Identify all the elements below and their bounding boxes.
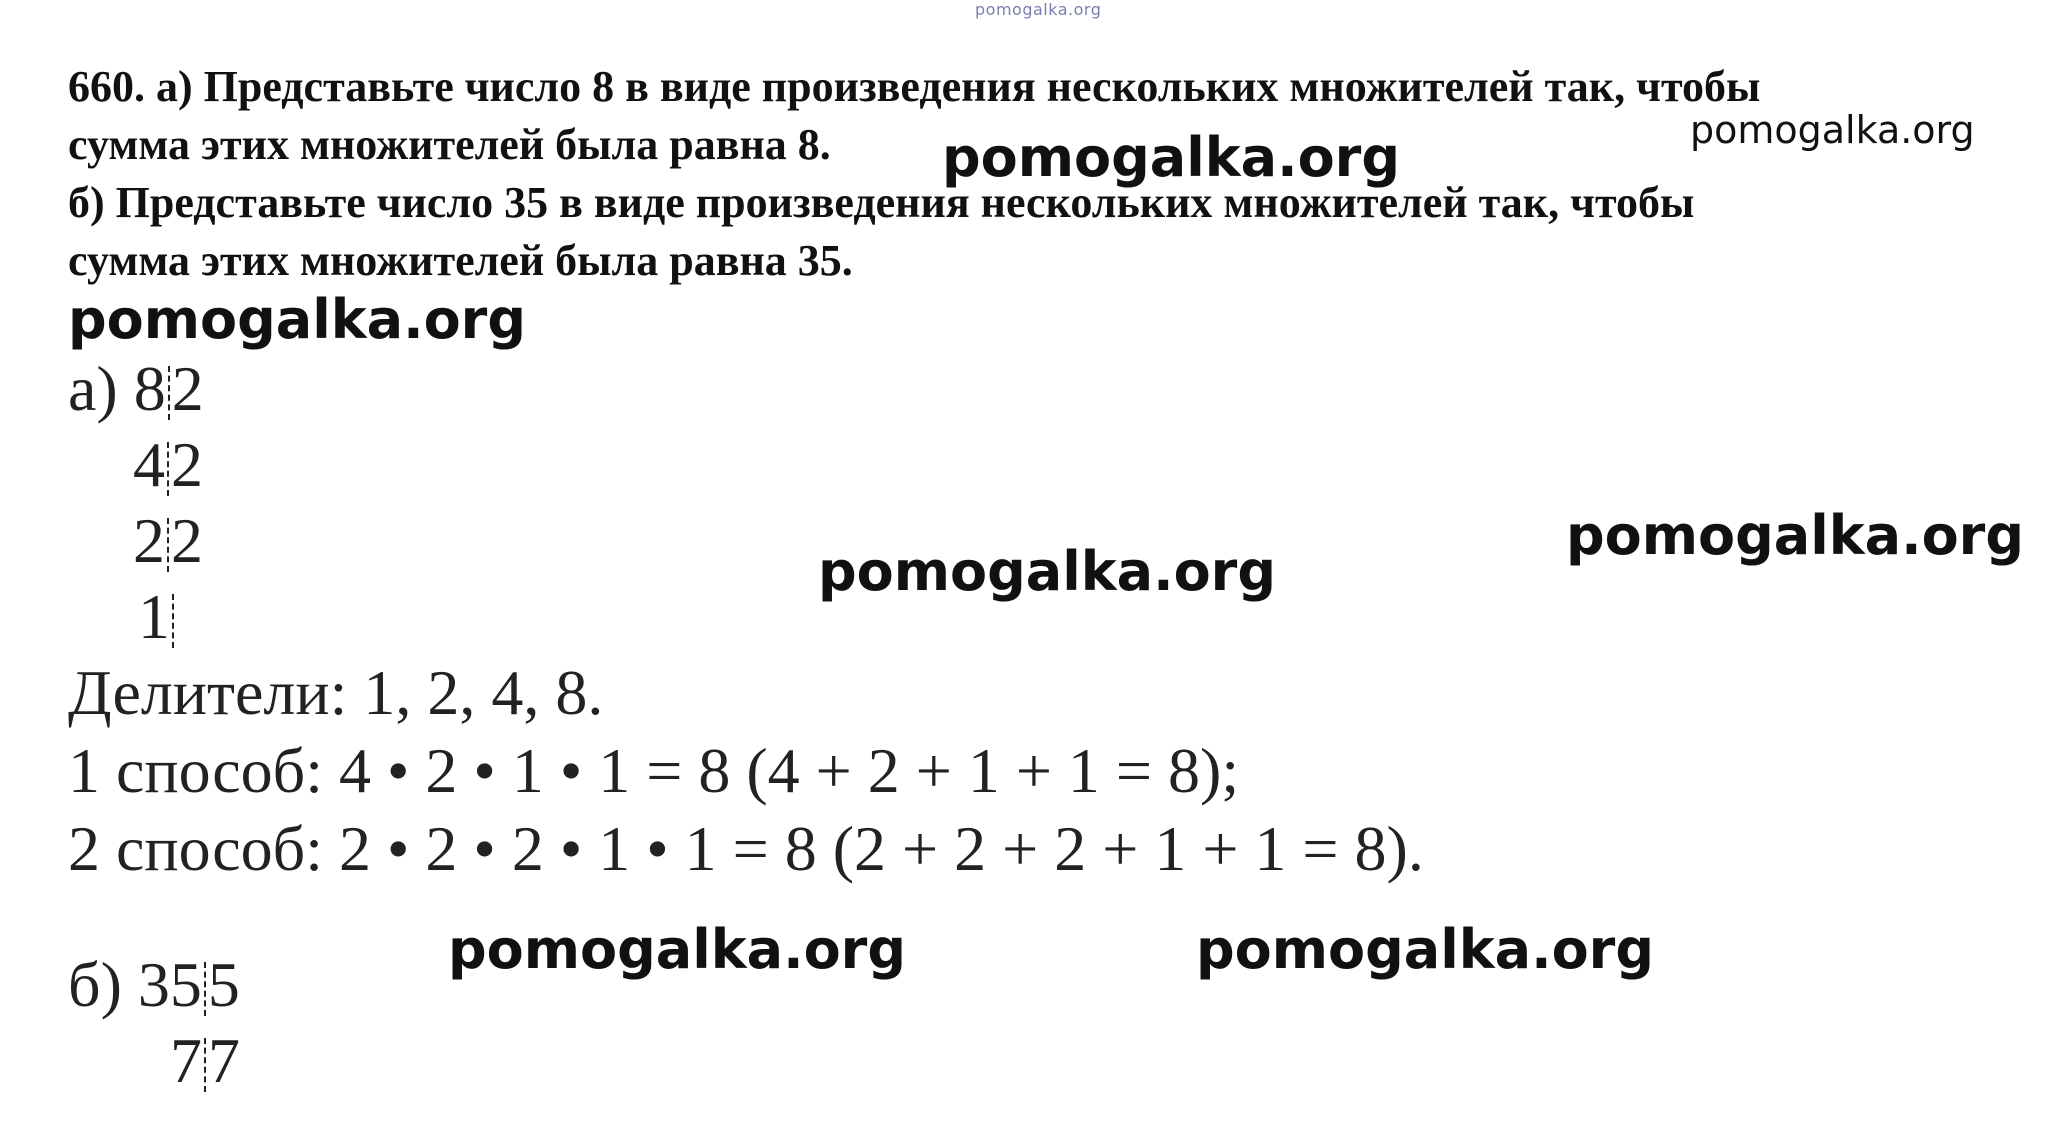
task-line-2: сумма этих множителей была равна 8.: [68, 120, 831, 169]
factor-dividend: 8: [133, 353, 166, 424]
watermark-bottom-right: pomogalka.org: [1196, 918, 1654, 981]
division-bar: [167, 518, 169, 572]
division-bar: [168, 366, 170, 420]
factor-dividend: 35: [137, 949, 202, 1020]
part-b-row-1: [68, 948, 240, 1022]
task-line-4: сумма этих множителей была равна 35.: [68, 236, 853, 285]
part-a-row-3: [133, 504, 203, 578]
watermark-right: pomogalka.org: [1566, 504, 2024, 567]
division-bar: [172, 594, 174, 648]
division-bar: [204, 1038, 206, 1092]
division-bar: [167, 442, 169, 496]
watermark-top-right: pomogalka.org: [1690, 108, 1975, 152]
part-b-row-2: [170, 1024, 240, 1098]
factor-dividend: 7: [170, 1025, 202, 1096]
factor-divisor: 2: [171, 429, 203, 500]
source-credit: pomogalka.org: [975, 0, 1102, 19]
watermark-top-center: pomogalka.org: [942, 126, 1400, 189]
part-a-row-1: [68, 352, 204, 426]
part-a-label: а): [68, 353, 118, 424]
factor-divisor: 2: [171, 505, 203, 576]
task-line-3: б) Представьте число 35 в виде произведения нескольких множителей так, чтобы: [68, 178, 1695, 227]
factor-dividend: 4: [133, 429, 165, 500]
factor-divisor: 7: [208, 1025, 240, 1096]
watermark-center: pomogalka.org: [818, 540, 1276, 603]
factor-dividend: 2: [133, 505, 165, 576]
factor-dividend: 1: [138, 581, 170, 652]
factor-divisor: 2: [171, 353, 204, 424]
part-a-row-4: [138, 580, 176, 654]
way-1-line: 1 способ: 4 • 2 • 1 • 1 = 8 (4 + 2 + 1 + 1 = 8);: [68, 735, 1240, 806]
part-a-row-2: [133, 428, 203, 502]
way-2-line: 2 способ: 2 • 2 • 2 • 1 • 1 = 8 (2 + 2 + 2 + 1 + 1 = 8).: [68, 813, 1424, 884]
watermark-left: pomogalka.org: [68, 288, 526, 351]
watermark-bottom-left: pomogalka.org: [448, 918, 906, 981]
factor-divisor: 5: [207, 949, 240, 1020]
part-b-label: б): [68, 949, 122, 1020]
task-line-1: 660. а) Представьте число 8 в виде произведения нескольких множителей так, чтобы: [68, 62, 1761, 111]
divisors-line: Делители: 1, 2, 4, 8.: [68, 657, 604, 728]
division-bar: [204, 962, 206, 1016]
